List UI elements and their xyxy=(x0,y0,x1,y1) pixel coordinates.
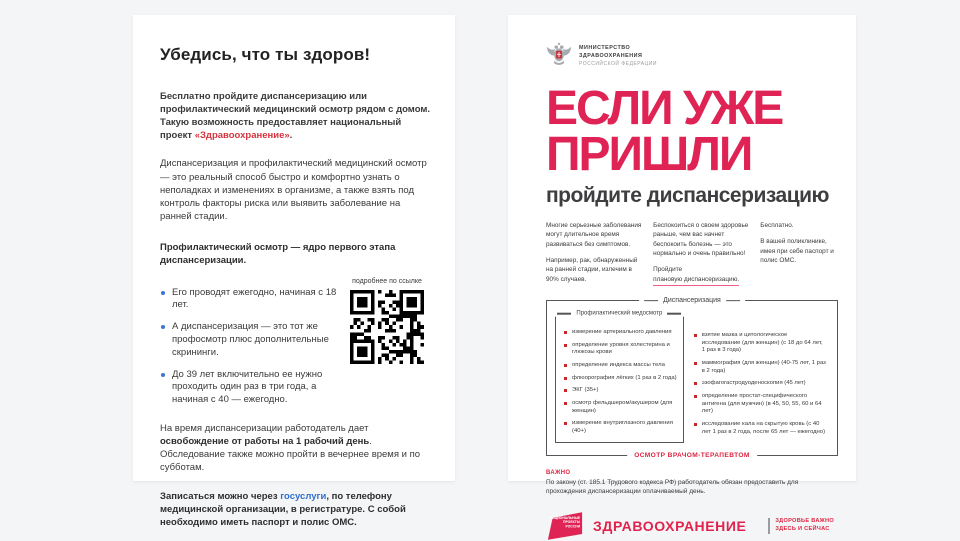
column1-paragraph2: Например, рак, обнаруженный на ранней стадии, излечим в 90% случаев. xyxy=(546,257,638,283)
ministry-text xyxy=(579,45,657,68)
dispanserization-label-text: Диспансеризация xyxy=(663,297,721,305)
list-item: определение индекса массы тела xyxy=(564,362,678,370)
legend-dash xyxy=(557,313,571,315)
svg-text:ПРОЕКТЫ: ПРОЕКТЫ xyxy=(563,520,581,525)
signup-text-end: , по телефону медицинской организации, в регистратуре. С собой необходимо иметь паспорт и полис ОМС. xyxy=(160,490,406,528)
qr-column xyxy=(343,278,431,408)
signup-text: Записаться можно через xyxy=(160,490,281,502)
legend-dash xyxy=(667,313,681,315)
flyer-dayoff-paragraph xyxy=(160,422,431,474)
list-item: измерение артериального давления xyxy=(564,329,678,337)
dispanserization-extra-list-wrap xyxy=(694,313,829,443)
column1-paragraph1: Многие серьезные заболевания могут длительное время развиваться без симптомов. xyxy=(546,222,642,248)
svg-text:НАЦИОНАЛЬНЫЕ: НАЦИОНАЛЬНЫЕ xyxy=(549,516,581,521)
list-item: взятие мазка и цитологическое исследование (для женщин) (с 18 до 64 лет, 1 раз в 3 года) xyxy=(694,332,827,355)
list-item: А диспансеризация — это тот же профосмотр плюс дополнительные скрининги. xyxy=(160,321,339,359)
ministry-header xyxy=(546,40,838,73)
dayoff-bold-text: освобождение от работы на 1 рабочий день xyxy=(160,436,370,448)
slogan-line2: ЗДЕСЬ И СЕЙЧАС xyxy=(775,525,830,532)
qr-caption: подробнее по ссылке xyxy=(352,277,422,285)
flyer-intro-paragraph xyxy=(160,90,431,142)
medcheck-box xyxy=(555,310,684,443)
dispanserization-box xyxy=(546,297,838,459)
list-item: маммография (для женщин) (40-75 лет, 1 раз в 2 года) xyxy=(694,360,827,375)
column3-paragraph2: В вашей поликлинике, имея при себе паспорт и полис ОМС. xyxy=(760,238,834,265)
ministry-emblem-icon xyxy=(546,40,572,73)
poster-subtitle: пройдите диспансеризацию xyxy=(546,184,829,208)
slogan-line1: ЗДОРОВЬЕ ВАЖНО xyxy=(775,518,834,525)
therapist-exam-label: ОСМОТР ВРАЧОМ-ТЕРАПЕВТОМ xyxy=(627,451,757,458)
legend-dash xyxy=(726,300,740,302)
callout-line2-underlined: плановую диспансеризацию. xyxy=(653,275,739,286)
list-item: флюорография лёгких (1 раз в 2 года) xyxy=(564,375,678,383)
poster-column-3 xyxy=(760,221,838,286)
dispanserization-extra-list xyxy=(694,332,827,436)
callout-line1: Пройдите xyxy=(653,266,683,274)
dayoff-text: На время диспансеризации работодатель дает xyxy=(160,423,369,435)
flyer-bullet-list xyxy=(160,278,339,408)
medcheck-box-label xyxy=(552,311,686,317)
poster-page xyxy=(508,15,856,534)
dispanserization-box-label xyxy=(639,297,745,304)
flyer-description-paragraph: Диспансеризация и профилактический медицинский осмотр — это реальный способ быстро и комфортно узнать о неполадках и изменениях в организме, а также взять под контроль факторы риска или выявить заболевание на ранней стадии. xyxy=(160,158,427,222)
flyer-signup-paragraph xyxy=(160,490,431,529)
poster-title-line2: ПРИШЛИ xyxy=(546,127,752,181)
list-item: эзофагогастродуоденоскопия (45 лет) xyxy=(694,380,827,388)
column3-paragraph1: Бесплатно. xyxy=(760,222,794,230)
list-item: Его проводят ежегодно, начиная с 18 лет. xyxy=(160,287,339,313)
poster-column-2 xyxy=(653,221,752,286)
ministry-line2: ЗДРАВООХРАНЕНИЯ xyxy=(579,52,643,59)
list-item: измерение внутриглазного давления (40+) xyxy=(564,420,678,435)
qr-code[interactable] xyxy=(350,290,424,364)
medcheck-label-text: Профилактический медосмотр xyxy=(576,310,663,317)
dayoff-text-end: . Обследование также можно пройти в вечернее время и по субботам. xyxy=(160,436,420,474)
important-label: ВАЖНО xyxy=(546,469,571,476)
bullets-and-qr-row xyxy=(160,278,431,408)
medcheck-list xyxy=(564,329,678,436)
national-projects-logo xyxy=(546,510,584,541)
column2-callout xyxy=(653,265,752,286)
flyer-title: Убедись, что ты здоров! xyxy=(160,45,371,64)
ministry-line1: МИНИСТЕРСТВО xyxy=(579,44,631,51)
svg-text:РОССИИ: РОССИИ xyxy=(565,525,581,530)
intro-text-end: . xyxy=(289,130,293,142)
flyer-page xyxy=(133,15,455,528)
gosuslugi-link[interactable]: госуслуги xyxy=(280,490,327,502)
important-text: По закону (ст. 185.1 Трудового кодекса РФ) работодатель обязан предоставить для прохождения диспансеризации оплачиваемый день. xyxy=(546,478,799,496)
list-item: До 39 лет включительно ее нужно проходить один раз в три года, а начиная с 40 — ежегодно. xyxy=(160,369,339,407)
intro-text: Бесплатно пройдите диспансеризацию или профилактический медицинский осмотр рядом с домом. Такую возможность предоставляет национальный проект xyxy=(160,91,431,142)
slogan xyxy=(768,518,834,534)
list-item: определение простат-специфического антигена (для мужчин) (в 45, 50, 55, 60 и 64 лет) xyxy=(694,393,827,416)
poster-footer xyxy=(546,510,838,541)
legend-dash xyxy=(644,300,658,302)
zdravoohranenie-link[interactable]: «Здравоохранение» xyxy=(194,130,290,142)
list-item: осмотр фельдшером/акушером (для женщин) xyxy=(564,400,678,415)
flyer-subheading: Профилактический осмотр — ядро первого этапа диспансеризации. xyxy=(160,241,396,267)
list-item: ЭКГ (35+) xyxy=(564,387,678,395)
poster-columns xyxy=(546,221,838,286)
list-item: исследование кала на скрытую кровь (с 40 лет 1 раз в 2 года, после 65 лет — ежегодно) xyxy=(694,421,827,436)
list-item: определение уровня холестерина и глюкозы крови xyxy=(564,342,678,357)
important-note xyxy=(546,470,838,497)
zdravoohranenie-wordmark: ЗДРАВООХРАНЕНИЕ xyxy=(593,517,747,534)
poster-title xyxy=(546,82,838,181)
ministry-line3: РОССИЙСКОЙ ФЕДЕРАЦИИ xyxy=(579,60,657,67)
column2-paragraph1: Беспокоиться о своем здоровье раньше, чем вас начнет беспокоить болезнь — это нормально и очень правильно! xyxy=(653,222,749,258)
poster-title-line1: ЕСЛИ УЖЕ xyxy=(546,82,783,135)
poster-column-1 xyxy=(546,221,645,286)
